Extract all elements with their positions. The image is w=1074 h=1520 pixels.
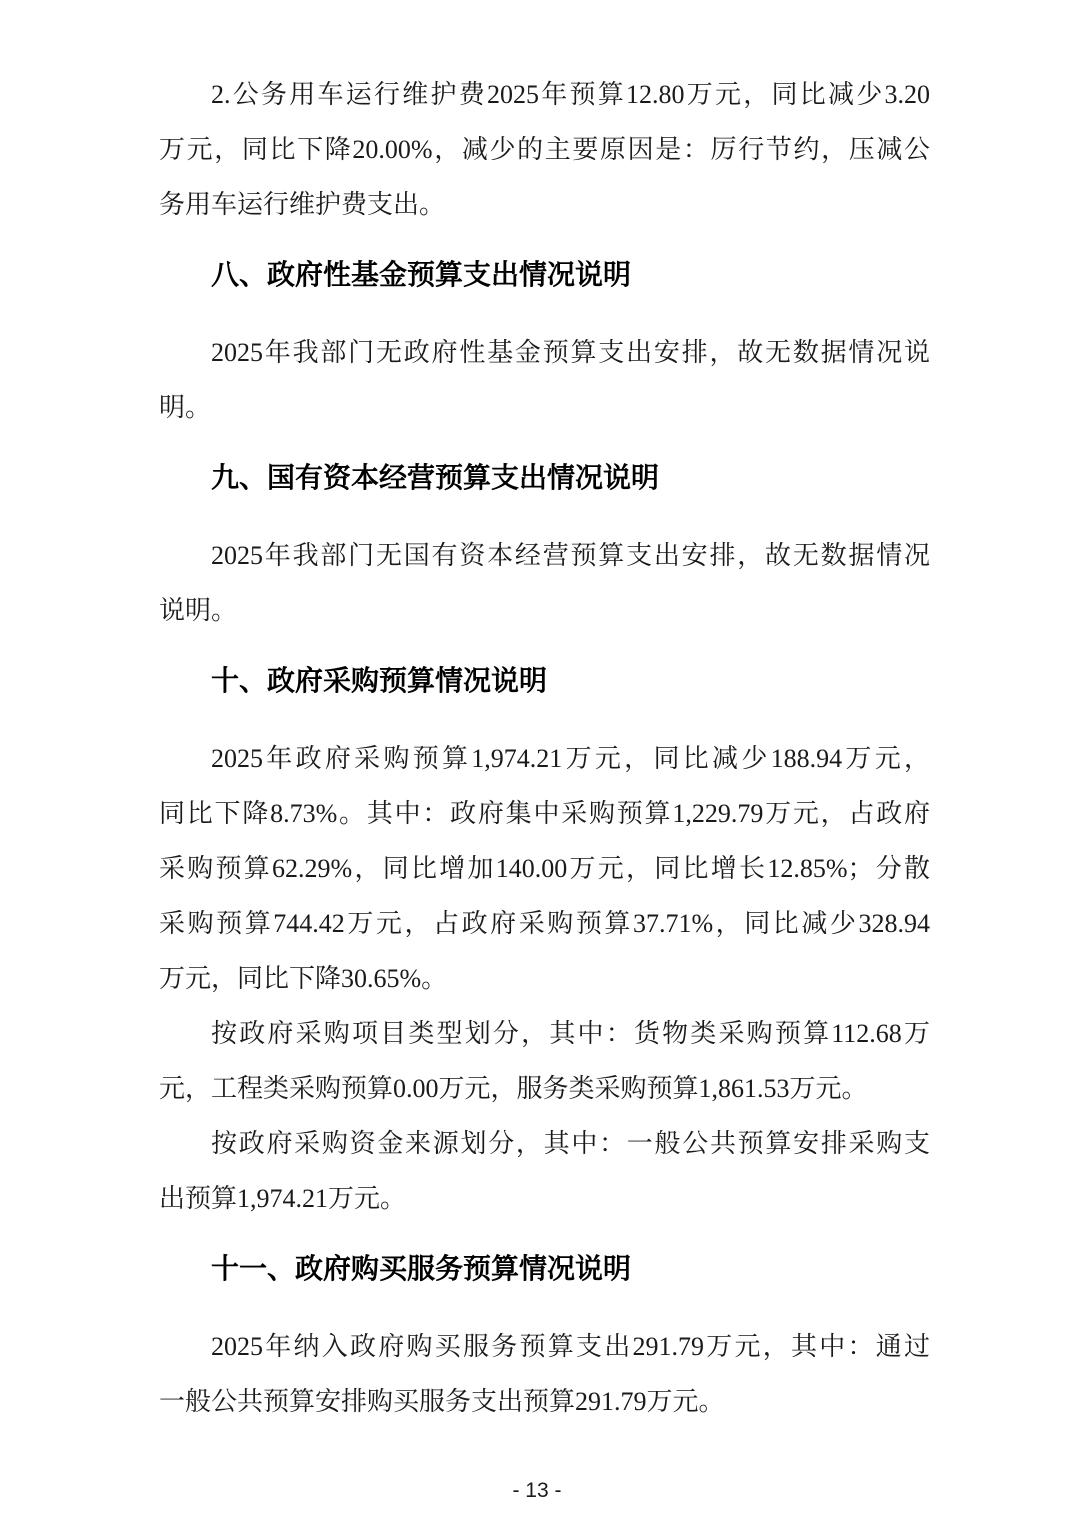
body-line: 一般公共预算安排购买服务支出预算291.79万元。 [159,1387,725,1416]
body-line: 2025年我部门无国有资本经营预算支出安排，故无数据情况 [211,541,930,570]
body-line: 按政府采购项目类型划分，其中：货物类采购预算112.68万 [211,1019,930,1048]
paragraph-procurement-by-source [159,1116,930,1226]
section-heading-purchased-services: 十一、政府购买服务预算情况说明 [211,1253,632,1284]
body-line: 务用车运行维护费支出。 [159,190,446,219]
page-number: - 13 - [512,1479,562,1502]
paragraph-government-funds [159,325,930,435]
body-line: 2025年我部门无政府性基金预算支出安排，故无数据情况说 [211,338,930,367]
paragraph-vehicle-maintenance [159,67,930,232]
body-line: 2025年政府采购预算1,974.21万元，同比减少188.94万元， [211,744,930,773]
body-line: 2.公务用车运行维护费2025年预算12.80万元，同比减少3.20 [211,80,930,109]
paragraph-purchased-services [159,1319,930,1429]
body-line: 采购预算744.42万元，占政府采购预算37.71%，同比减少328.94 [159,909,930,938]
paragraph-procurement-overview [159,731,930,1006]
body-line: 万元，同比下降20.00%，减少的主要原因是：厉行节约，压减公 [159,135,930,164]
body-line: 同比下降8.73%。其中：政府集中采购预算1,229.79万元，占政府 [159,799,930,828]
body-line: 按政府采购资金来源划分，其中：一般公共预算安排采购支 [211,1129,930,1158]
document-body [159,67,930,1429]
body-line: 说明。 [159,596,238,625]
paragraph-state-capital [159,528,930,638]
body-line: 元，工程类采购预算0.00万元，服务类采购预算1,861.53万元。 [159,1074,868,1103]
section-heading-procurement: 十、政府采购预算情况说明 [211,665,548,696]
body-line: 明。 [159,393,212,422]
section-heading-state-capital: 九、国有资本经营预算支出情况说明 [211,462,660,493]
body-line: 万元，同比下降30.65%。 [159,964,448,993]
section-heading-government-funds: 八、政府性基金预算支出情况说明 [211,259,632,290]
body-line: 2025年纳入政府购买服务预算支出291.79万元，其中：通过 [211,1332,930,1361]
paragraph-procurement-by-type [159,1006,930,1116]
body-line: 采购预算62.29%，同比增加140.00万元，同比增长12.85%；分散 [159,854,930,883]
body-line: 出预算1,974.21万元。 [159,1184,407,1213]
